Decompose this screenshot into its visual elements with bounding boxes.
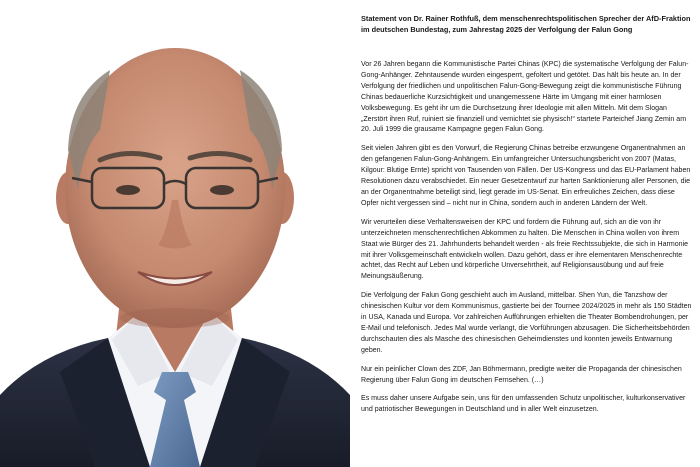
eye-right (210, 185, 234, 195)
eye-left (116, 185, 140, 195)
statement-paragraph-5: Nur ein peinlicher Clown des ZDF, Jan Böhmermann, predigte weiter die Propaganda der chinesischen Regierung über Falun Gong im deutschen Fernsehen. (…) (361, 365, 682, 384)
chin-shadow (120, 308, 230, 328)
statement-paragraph-2: Seit vielen Jahren gibt es den Vorwurf, die Regierung Chinas betreibe erzwungene Organentnahmen an den gefangenen Falun-Gong-Anhängern. Ein umfangreicher Untersuchungsbericht von 2007 (Matas, Kilgour: Blutige Ernte) spricht von Tausenden von Fällen. Der US-Kongress und das EU-Parlament haben Resolutionen dazu verabschiedet. Ein neuer Gesetzentwurf zur harten Sanktionierung aller Personen, die an der Organentnahme beteiligt sind, liegt gerade im US-Senat. Ein erfreuliches Zeichen, dass diese Opfer nicht vergessen sind – nicht nur in China, sondern auch in anderen Ländern der Welt. (361, 145, 691, 207)
statement-paragraph-6: Es muss daher unsere Aufgabe sein, uns für den umfassenden Schutz unpolitischer, kulturkonservativer und patriotischer Bewegungen in Deutschland und in aller Welt einzusetzen. (361, 395, 686, 414)
statement-paragraph-4: Die Verfolgung der Falun Gong geschieht auch im Ausland, mittelbar. Shen Yun, die Tanzshow der chinesischen Kultur vor dem Kommunismus, gastierte bei der Tournee 2024/2025 in mehr als 150 Städten in USA, Kanada und Europa. Vor zahlreichen Aufführungen erhielten die Theater Bombendrohungen, per E-Mail und telefonisch. Jedes Mal wurde verlangt, die Vorführungen abzusagen. Die Sicherheitsbehörden durchschauten dies als Masche des chinesischen Geheimdienstes und konnten jeweils Entwarnung geben. (361, 292, 692, 354)
statement-column (361, 13, 694, 463)
statement-paragraph-1: Vor 26 Jahren begann die Kommunistische Partei Chinas (KPC) die systematische Verfolgung der Falun-Gong-Anhänger. Zehntausende wurden eingesperrt, gefoltert und getötet. Das hält bis heute an. In der Verfolgung der friedlichen und unpolitischen Falun-Gong-Bewegung zeigt die kommunistische Führung Chinas bedauerliche Kurzsichtigkeit und unangemessene Härte im Umgang mit einer harmlosen Volksbewegung. Es geht ihr um die Durchsetzung ihrer Ideologie mit allen Mitteln. Mit dem Slogan „Zerstört ihren Ruf, ruiniert sie finanziell und vernichtet sie physisch!“ startete Parteichef Jiang Zemin am 20. Juli 1999 die grausame Kampagne gegen Falun Gong. (361, 61, 689, 134)
statement-title: Statement von Dr. Rainer Rothfuß, dem menschenrechtspolitischen Sprecher der AfD-Fraktion im deutschen Bundestag, zum Jahrestag 2025 der Verfolgung der Falun Gong (361, 14, 691, 34)
statement-paragraph-3: Wir verurteilen diese Verhaltensweisen der KPC und fordern die Führung auf, sich an die von ihr unterzeichneten menschenrechtlichen Abkommen zu halten. Die Menschen in China wollen von ihrem Staat wie Bürger des 21. Jahrhunderts behandelt werden - als freie Rechtssubjekte, die sich in Harmonie mit ihrer Volksgemeinschaft entwickeln wollen. Dazu gehört, dass er ihre elementaren Menschenrechte achtet, das Recht auf Leben und körperliche Unversehrtheit, auf Religionsausübung und auf freie Meinungsäußerung. (361, 218, 689, 281)
